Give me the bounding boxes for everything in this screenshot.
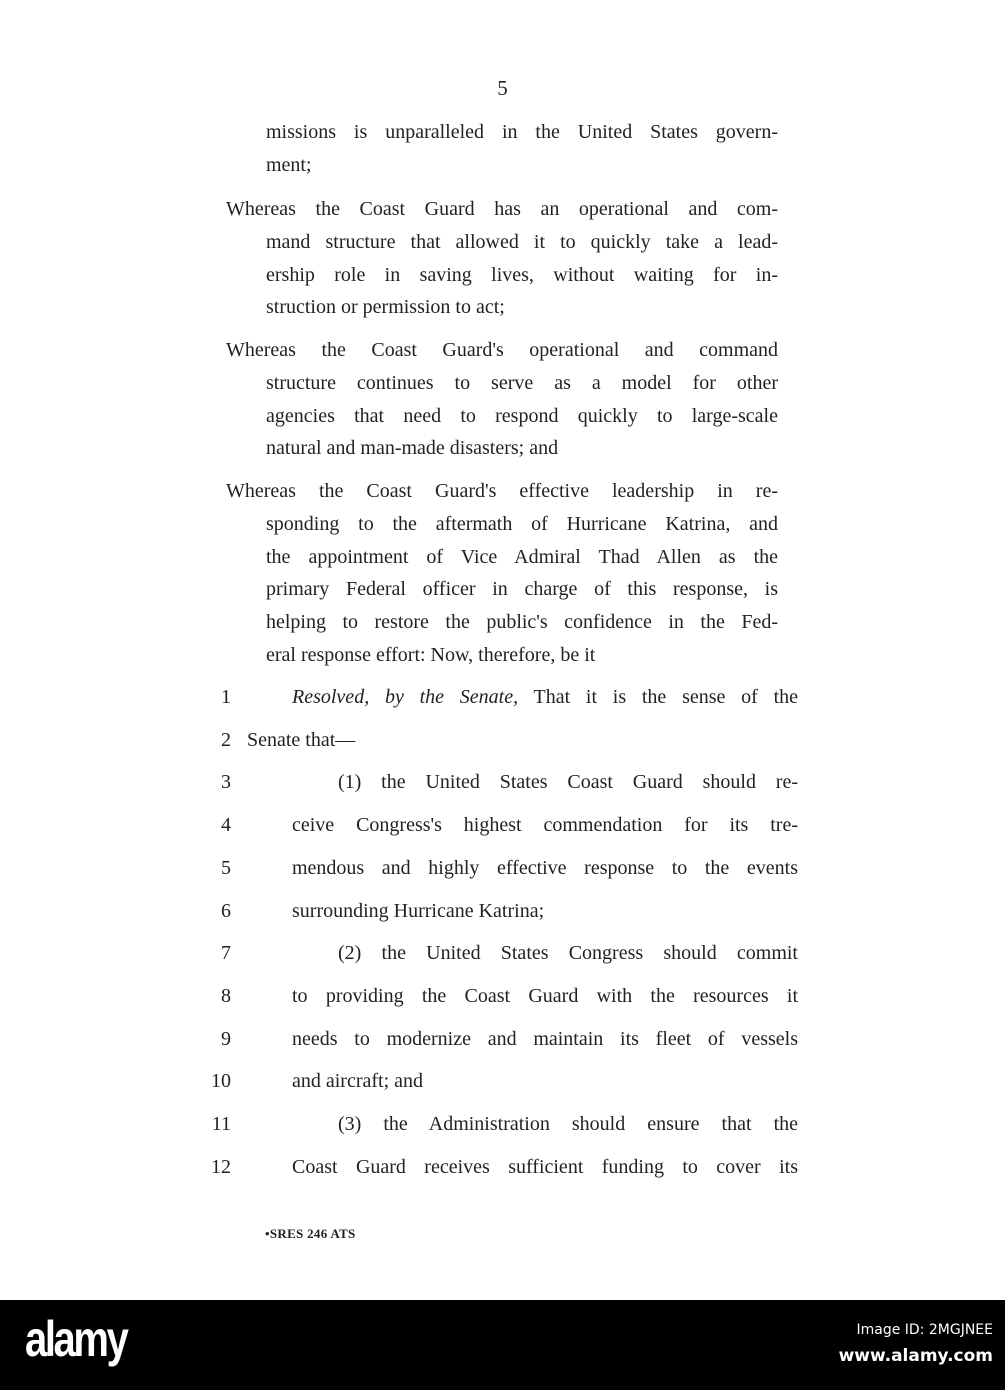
resolution-text: Senate that— <box>247 728 356 751</box>
resolution-text: That it is the sense of the <box>518 686 798 708</box>
preamble-line: primary Federal officer in charge of this response, is <box>266 578 778 601</box>
resolution-line <box>292 1023 798 1056</box>
resolution-line <box>292 980 798 1013</box>
resolving-clause: Resolved, by the Senate, <box>292 686 519 708</box>
alamy-logo: alamy <box>25 1311 127 1367</box>
resolution-line <box>292 681 798 714</box>
preamble-line: helping to restore the public's confidence in the Fed- <box>266 611 778 634</box>
line-number: 8 <box>221 984 231 1007</box>
preamble-line: Whereas the Coast Guard's effective leadership in re- <box>226 480 778 502</box>
resolution-line <box>292 809 798 842</box>
resolution-text: and aircraft; and <box>292 1070 424 1093</box>
bill-identifier: •SRES 246 ATS <box>265 1226 356 1241</box>
line-number: 11 <box>211 1113 231 1135</box>
resolution-line <box>338 766 798 799</box>
preamble-line: the appointment of Vice Admiral Thad Allen as the <box>266 545 778 568</box>
preamble-line: mand structure that allowed it to quickly take a lead- <box>266 230 778 253</box>
resolution-text: to providing the Coast Guard with the resources it <box>292 984 798 1007</box>
line-number: 2 <box>221 728 231 751</box>
line-number: 9 <box>221 1027 231 1050</box>
preamble-line: structure continues to serve as a model for other <box>266 371 778 394</box>
image-id: Image ID: 2MGJNEE <box>856 1322 993 1338</box>
resolution-line <box>247 724 798 757</box>
resolution-text: needs to modernize and maintain its fleet of vessels <box>292 1027 798 1050</box>
line-number: 7 <box>221 942 231 965</box>
preamble-line: missions is unparalleled in the United States govern- <box>266 121 778 143</box>
page-number: 5 <box>497 76 508 100</box>
preamble-line: eral response effort: Now, therefore, be it <box>266 644 596 666</box>
preamble-line: Whereas the Coast Guard has an operational and com- <box>226 198 778 220</box>
preamble-line: struction or permission to act; <box>266 296 505 319</box>
watermark-bar <box>0 1300 1005 1390</box>
line-number: 12 <box>211 1155 231 1178</box>
preamble-line: natural and man-made disasters; and <box>266 437 559 460</box>
resolution-line <box>292 895 798 928</box>
line-number: 4 <box>221 814 231 837</box>
preamble-line: ment; <box>266 153 312 176</box>
preamble-line: ership role in saving lives, without waiting for in- <box>266 263 778 286</box>
resolution-line <box>338 937 798 970</box>
resolution-line <box>338 1108 798 1141</box>
preamble-line: Whereas the Coast Guard's operational and command <box>226 339 778 361</box>
line-number: 10 <box>211 1070 231 1093</box>
watermark-site: www.alamy.com <box>838 1346 993 1366</box>
preamble-line: sponding to the aftermath of Hurricane Katrina, and <box>266 512 778 535</box>
resolution-text: Coast Guard receives sufficient funding to cover its <box>292 1155 798 1178</box>
resolution-text: (1) the United States Coast Guard should re- <box>338 771 798 794</box>
line-number: 1 <box>221 686 231 708</box>
resolution-text: (2) the United States Congress should commit <box>338 942 798 965</box>
preamble-line: agencies that need to respond quickly to large-scale <box>266 404 778 427</box>
resolution-line <box>292 1151 798 1184</box>
resolution-text: ceive Congress's highest commendation for its tre- <box>292 814 798 837</box>
line-number: 5 <box>221 856 231 879</box>
line-number: 3 <box>221 771 231 794</box>
resolution-line <box>292 1065 798 1098</box>
resolution-text: surrounding Hurricane Katrina; <box>292 899 545 922</box>
resolution-text: (3) the Administration should ensure that the <box>338 1113 798 1135</box>
resolution-text: mendous and highly effective response to the events <box>292 856 798 879</box>
resolution-line <box>292 852 798 885</box>
line-number: 6 <box>221 899 231 922</box>
